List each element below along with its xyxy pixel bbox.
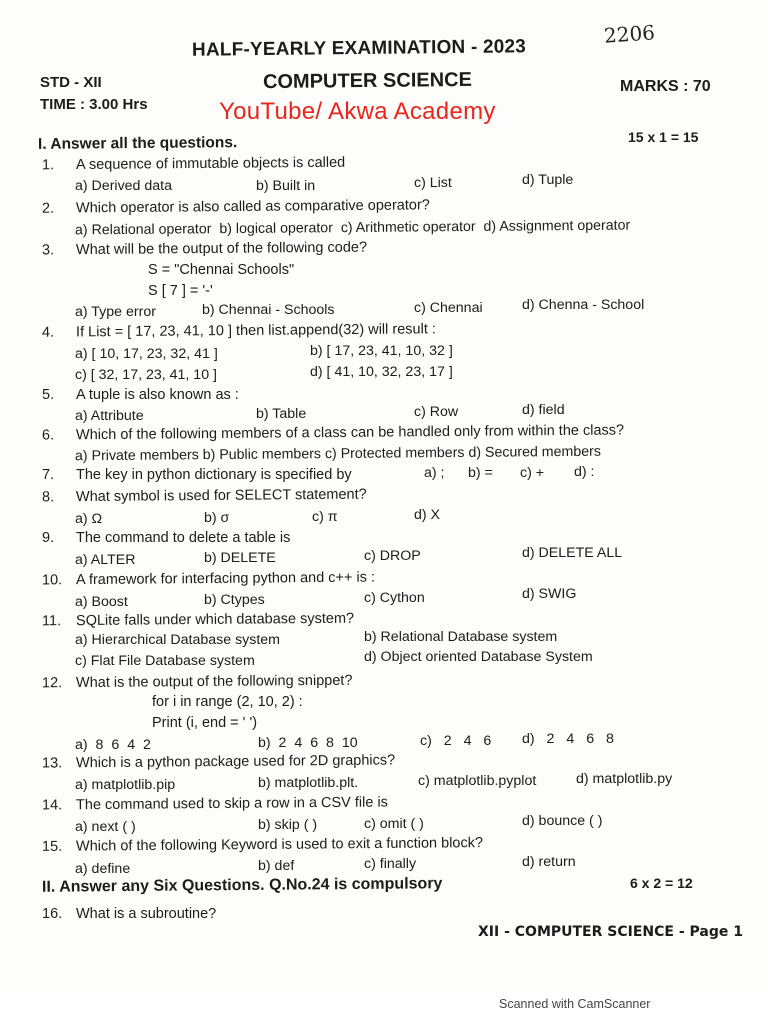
q9-option-d: d) DELETE ALL xyxy=(522,545,623,561)
q1-option-b: b) Built in xyxy=(256,178,316,194)
q12-option-a: a) 8 6 4 2 xyxy=(75,737,151,753)
question-text: Which of the following Keyword is used to exit a function block? xyxy=(75,835,484,855)
question-16 xyxy=(42,906,216,922)
exam-title: HALF-YEARLY EXAMINATION - 2023 xyxy=(191,36,527,61)
q4-option-a: a) [ 10, 17, 23, 32, 41 ] xyxy=(75,346,218,362)
question-text: What is the output of the following snippet? xyxy=(75,672,353,692)
q7-option-c: c) + xyxy=(520,465,545,481)
q6-options: a) Private members b) Public members c) Protected members d) Secured members xyxy=(74,443,601,465)
question-text: The command to delete a table is xyxy=(76,530,291,546)
q4-option-d: d) [ 41, 10, 32, 23, 17 ] xyxy=(310,364,453,380)
q13-option-c: c) matplotlib.pyplot xyxy=(418,773,537,789)
question-text: A sequence of immutable objects is called xyxy=(75,154,346,174)
question-number: 13. xyxy=(41,755,63,772)
question-number: 8. xyxy=(41,489,55,506)
question-3 xyxy=(42,240,367,259)
question-number: 1. xyxy=(41,157,55,174)
q14-option-d: d) bounce ( ) xyxy=(522,813,603,829)
q10-option-a: a) Boost xyxy=(75,594,128,610)
q12-option-d: d) 2 4 6 8 xyxy=(522,731,614,747)
q14-option-b: b) skip ( ) xyxy=(258,817,318,833)
q9-option-c: c) DROP xyxy=(364,548,421,564)
q13-option-a: a) matplotlib.pip xyxy=(75,777,176,793)
q12-code-line-2: Print (i, end = ' ') xyxy=(152,715,258,731)
q8-option-d: d) X xyxy=(414,507,441,523)
section1-heading: I. Answer all the questions. xyxy=(37,134,238,153)
q2-option-c: c) Arithmetic operator xyxy=(340,218,476,237)
question-number: 5. xyxy=(42,387,55,403)
question-text: If List = [ 17, 23, 41, 10 ] then list.append(32) will result : xyxy=(75,321,436,341)
q3-option-d: d) Chenna - School xyxy=(522,297,645,313)
q10-option-d: d) SWIG xyxy=(522,586,577,602)
question-6 xyxy=(42,422,624,443)
q7-option-a: a) ; xyxy=(424,465,445,481)
page-label: XII - COMPUTER SCIENCE - Page 1 xyxy=(478,924,743,940)
q3-code-line-2: S [ 7 ] = '-' xyxy=(148,283,213,299)
question-text: SQLite falls under which database system? xyxy=(75,610,355,630)
q5-option-a: a) Attribute xyxy=(75,408,144,424)
q11-option-b: b) Relational Database system xyxy=(364,629,558,645)
q8-option-b: b) σ xyxy=(204,510,230,526)
q1-option-d: d) Tuple xyxy=(522,172,574,188)
question-4 xyxy=(42,321,436,340)
q10-option-b: b) Ctypes xyxy=(204,592,265,608)
question-number: 3. xyxy=(41,242,55,259)
q9-option-b: b) DELETE xyxy=(204,550,276,566)
question-number: 6. xyxy=(41,427,55,444)
question-number: 9. xyxy=(42,530,55,546)
q8-option-c: c) π xyxy=(312,509,338,525)
question-text: What will be the output of the following code? xyxy=(75,239,368,259)
q1-option-c: c) List xyxy=(414,175,452,191)
q14-option-a: a) next ( ) xyxy=(75,819,136,835)
q2-option-b: b) logical operator xyxy=(219,220,333,238)
q4-option-c: c) [ 32, 17, 23, 41, 10 ] xyxy=(75,367,217,383)
q15-option-b: b) def xyxy=(258,858,295,874)
question-text: The command used to skip a row in a CSV file is xyxy=(75,794,388,814)
q3-code-line-1: S = "Chennai Schools" xyxy=(148,262,295,278)
scanner-band xyxy=(0,990,768,1024)
q4-option-b: b) [ 17, 23, 41, 10, 32 ] xyxy=(310,343,453,359)
q12-option-b: b) 2 4 6 8 10 xyxy=(258,735,358,751)
std-label: STD - XII xyxy=(40,74,102,91)
question-number: 7. xyxy=(42,467,55,483)
total-marks: MARKS : 70 xyxy=(620,78,711,95)
question-text: What is a subroutine? xyxy=(76,906,217,922)
question-text: A framework for interfacing python and c++ is : xyxy=(75,569,376,589)
question-text: The key in python dictionary is specified by xyxy=(76,467,352,483)
q7-option-b: b) = xyxy=(468,465,493,481)
q3-option-a: a) Type error xyxy=(75,304,156,320)
q11-option-c: c) Flat File Database system xyxy=(75,653,255,669)
q9-option-a: a) ALTER xyxy=(75,552,136,568)
question-number: 16. xyxy=(42,906,63,922)
q12-code-line-1: for i in range (2, 10, 2) : xyxy=(152,694,303,710)
q1-option-a: a) Derived data xyxy=(75,178,172,194)
question-text: Which is a python package used for 2D graphics? xyxy=(75,752,396,772)
time-label: TIME : 3.00 Hrs xyxy=(40,96,148,113)
q13-option-d: d) matplotlib.py xyxy=(576,771,673,787)
question-number: 4. xyxy=(41,324,55,341)
question-1 xyxy=(42,155,345,174)
q10-option-c: c) Cython xyxy=(364,590,425,606)
q3-option-b: b) Chennai - Schools xyxy=(202,302,335,318)
q2-option-d: d) Assignment operator xyxy=(483,217,631,235)
question-10 xyxy=(42,570,375,589)
question-9 xyxy=(42,530,290,546)
section2-heading: II. Answer any Six Questions. Q.No.24 is compulsory xyxy=(41,875,443,896)
subject-title: COMPUTER SCIENCE xyxy=(262,68,473,94)
q15-option-a: a) define xyxy=(75,861,131,877)
q5-option-b: b) Table xyxy=(256,406,307,422)
q11-option-a: a) Hierarchical Database system xyxy=(75,632,281,648)
handwritten-number: 2206 xyxy=(603,20,656,48)
q14-option-c: c) omit ( ) xyxy=(364,816,424,832)
question-text: Which of the following members of a class can be handled only from within the class? xyxy=(75,422,625,444)
question-14 xyxy=(42,794,388,813)
question-number: 12. xyxy=(41,675,63,692)
question-number: 15. xyxy=(41,838,63,855)
q12-option-c: c) 2 4 6 xyxy=(420,733,492,749)
q2-option-a: a) Relational operator xyxy=(74,221,212,239)
q15-option-d: d) return xyxy=(522,854,576,870)
question-number: 2. xyxy=(41,200,55,217)
question-12 xyxy=(42,673,353,692)
question-2 xyxy=(42,197,430,216)
question-5 xyxy=(42,387,239,403)
question-13 xyxy=(42,752,395,771)
q15-option-c: c) finally xyxy=(364,856,417,872)
scanner-watermark: Scanned with CamScanner xyxy=(499,997,651,1011)
section1-marks: 15 x 1 = 15 xyxy=(628,129,699,145)
q3-option-c: c) Chennai xyxy=(414,300,483,316)
q5-option-d: d) field xyxy=(522,402,565,418)
question-11 xyxy=(42,611,354,630)
question-number: 11. xyxy=(41,613,62,630)
question-number: 10. xyxy=(41,572,63,589)
question-number: 14. xyxy=(41,797,63,814)
q5-option-c: c) Row xyxy=(414,404,459,420)
question-15 xyxy=(42,835,483,855)
question-7 xyxy=(42,467,352,483)
q8-option-a: a) Ω xyxy=(75,511,103,527)
q2-options xyxy=(75,218,630,239)
question-text: A tuple is also known as : xyxy=(76,387,239,403)
question-text: What symbol is used for SELECT statement? xyxy=(75,486,367,506)
q7-option-d: d) : xyxy=(574,464,595,480)
watermark-text: YouTube/ Akwa Academy xyxy=(219,98,496,125)
section2-marks: 6 x 2 = 12 xyxy=(630,875,693,891)
q11-option-d: d) Object oriented Database System xyxy=(364,649,593,665)
q13-option-b: b) matplotlib.plt. xyxy=(258,775,359,791)
question-text: Which operator is also called as comparative operator? xyxy=(75,197,430,217)
question-8 xyxy=(42,487,367,506)
